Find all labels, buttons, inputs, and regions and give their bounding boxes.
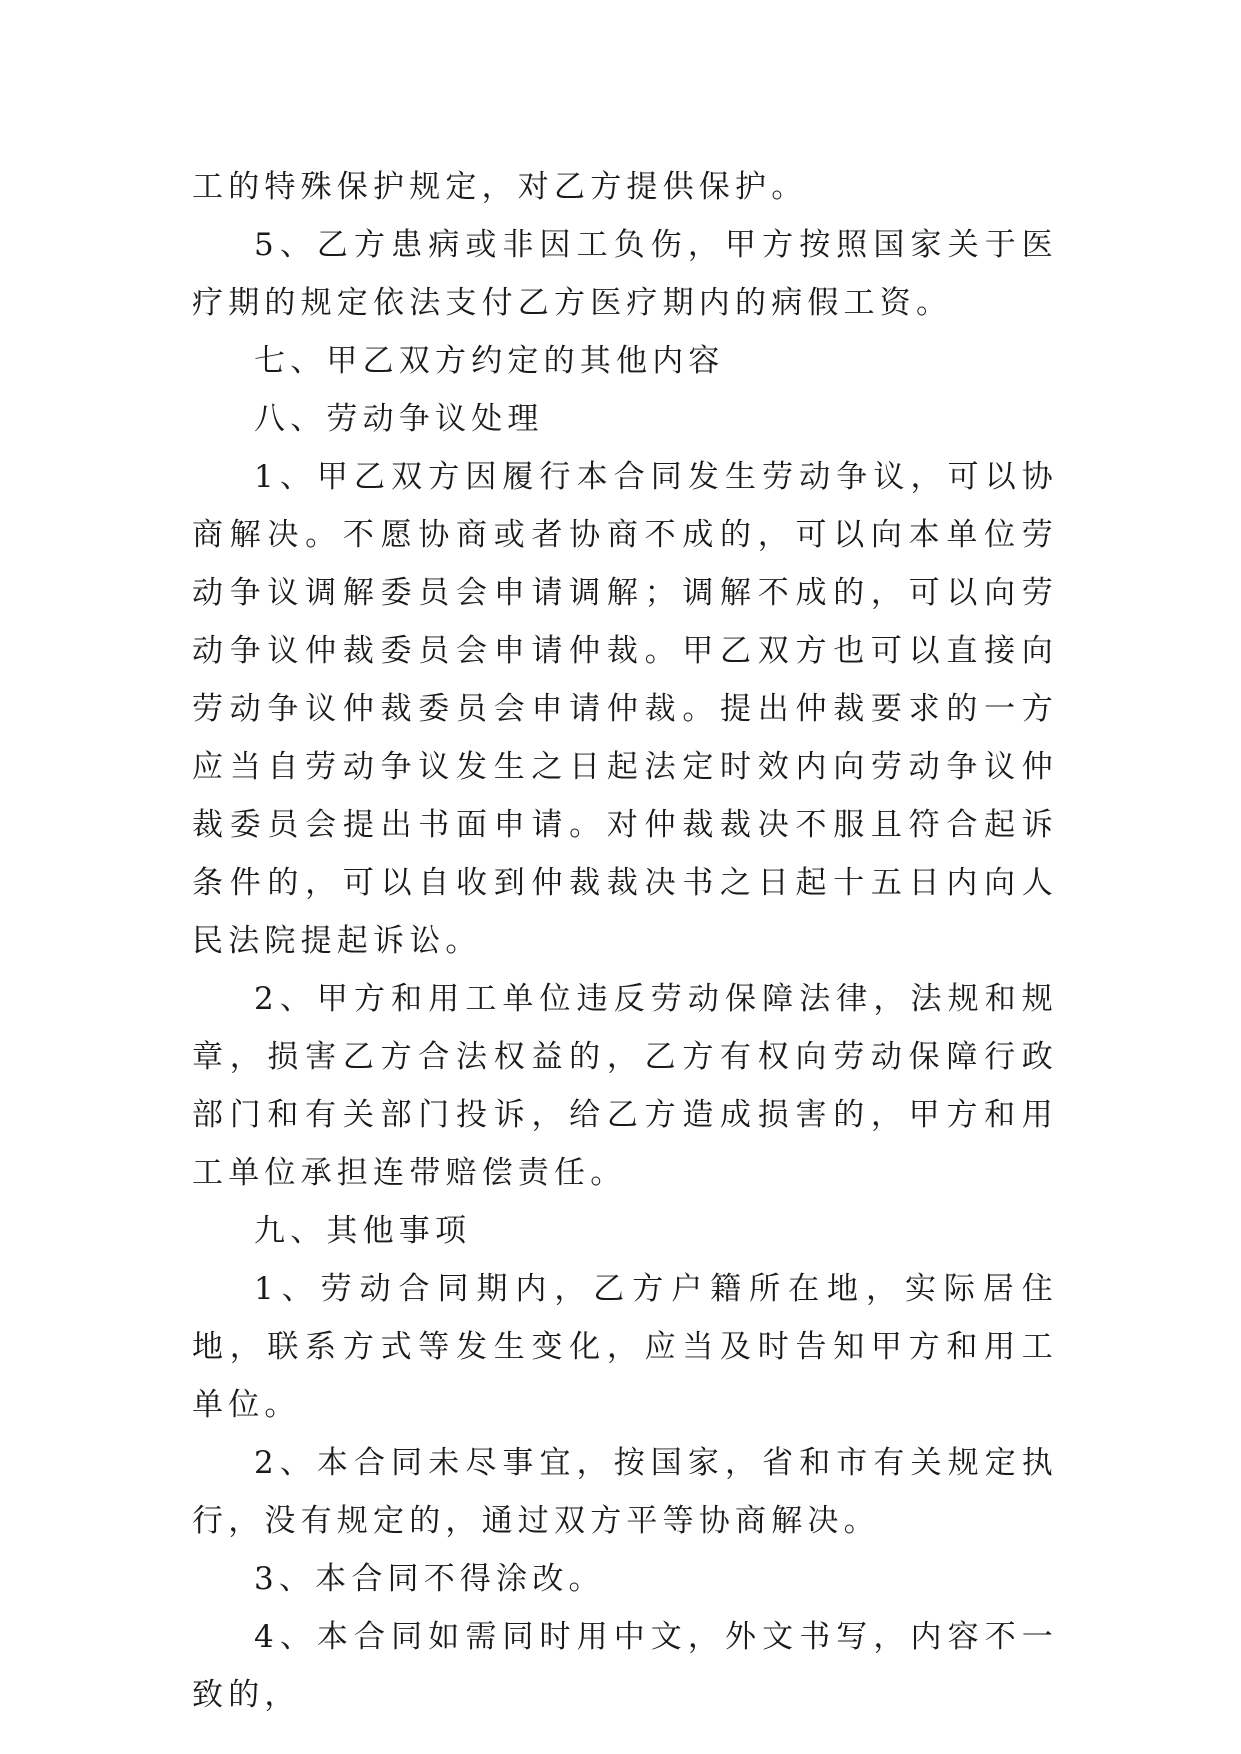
paragraph-other-clause-1: 1、劳动合同期内，乙方户籍所在地，实际居住地，联系方式等发生变化，应当及时告知甲方和用工单位。 [192,1271,1058,1423]
document-body [192,158,1058,1724]
section-heading-7: 七、甲乙双方约定的其他内容 [254,343,725,379]
paragraph-other-clause-4: 4、本合同如需同时用中文，外文书写，内容不一致的， [192,1619,1058,1713]
paragraph-dispute-clause-1: 1、甲乙双方因履行本合同发生劳动争议，可以协商解决。不愿协商或者协商不成的，可以向本单位劳动争议调解委员会申请调解；调解不成的，可以向劳动争议仲裁委员会申请仲裁。甲乙双方也可以直接向劳动争议仲裁委员会申请仲裁。提出仲裁要求的一方应当自劳动争议发生之日起法定时效内向劳动争议仲裁委员会提出书面申请。对仲裁裁决不服且符合起诉条件的，可以自收到仲裁裁决书之日起十五日内向人民法院提起诉讼。 [192,459,1058,959]
paragraph-continuation: 工的特殊保护规定，对乙方提供保护。 [192,169,808,205]
section-heading-8: 八、劳动争议处理 [254,401,544,437]
paragraph-other-clause-3: 3、本合同不得涂改。 [254,1561,605,1597]
paragraph-dispute-clause-2: 2、甲方和用工单位违反劳动保障法律，法规和规章，损害乙方合法权益的，乙方有权向劳动保障行政部门和有关部门投诉，给乙方造成损害的，甲方和用工单位承担连带赔偿责任。 [192,981,1058,1191]
paragraph-clause-5-sick-leave: 5、乙方患病或非因工负伤，甲方按照国家关于医疗期的规定依法支付乙方医疗期内的病假工资。 [192,227,1058,321]
paragraph-other-clause-2: 2、本合同未尽事宜，按国家，省和市有关规定执行，没有规定的，通过双方平等协商解决。 [192,1445,1058,1539]
section-heading-9: 九、其他事项 [254,1213,472,1249]
